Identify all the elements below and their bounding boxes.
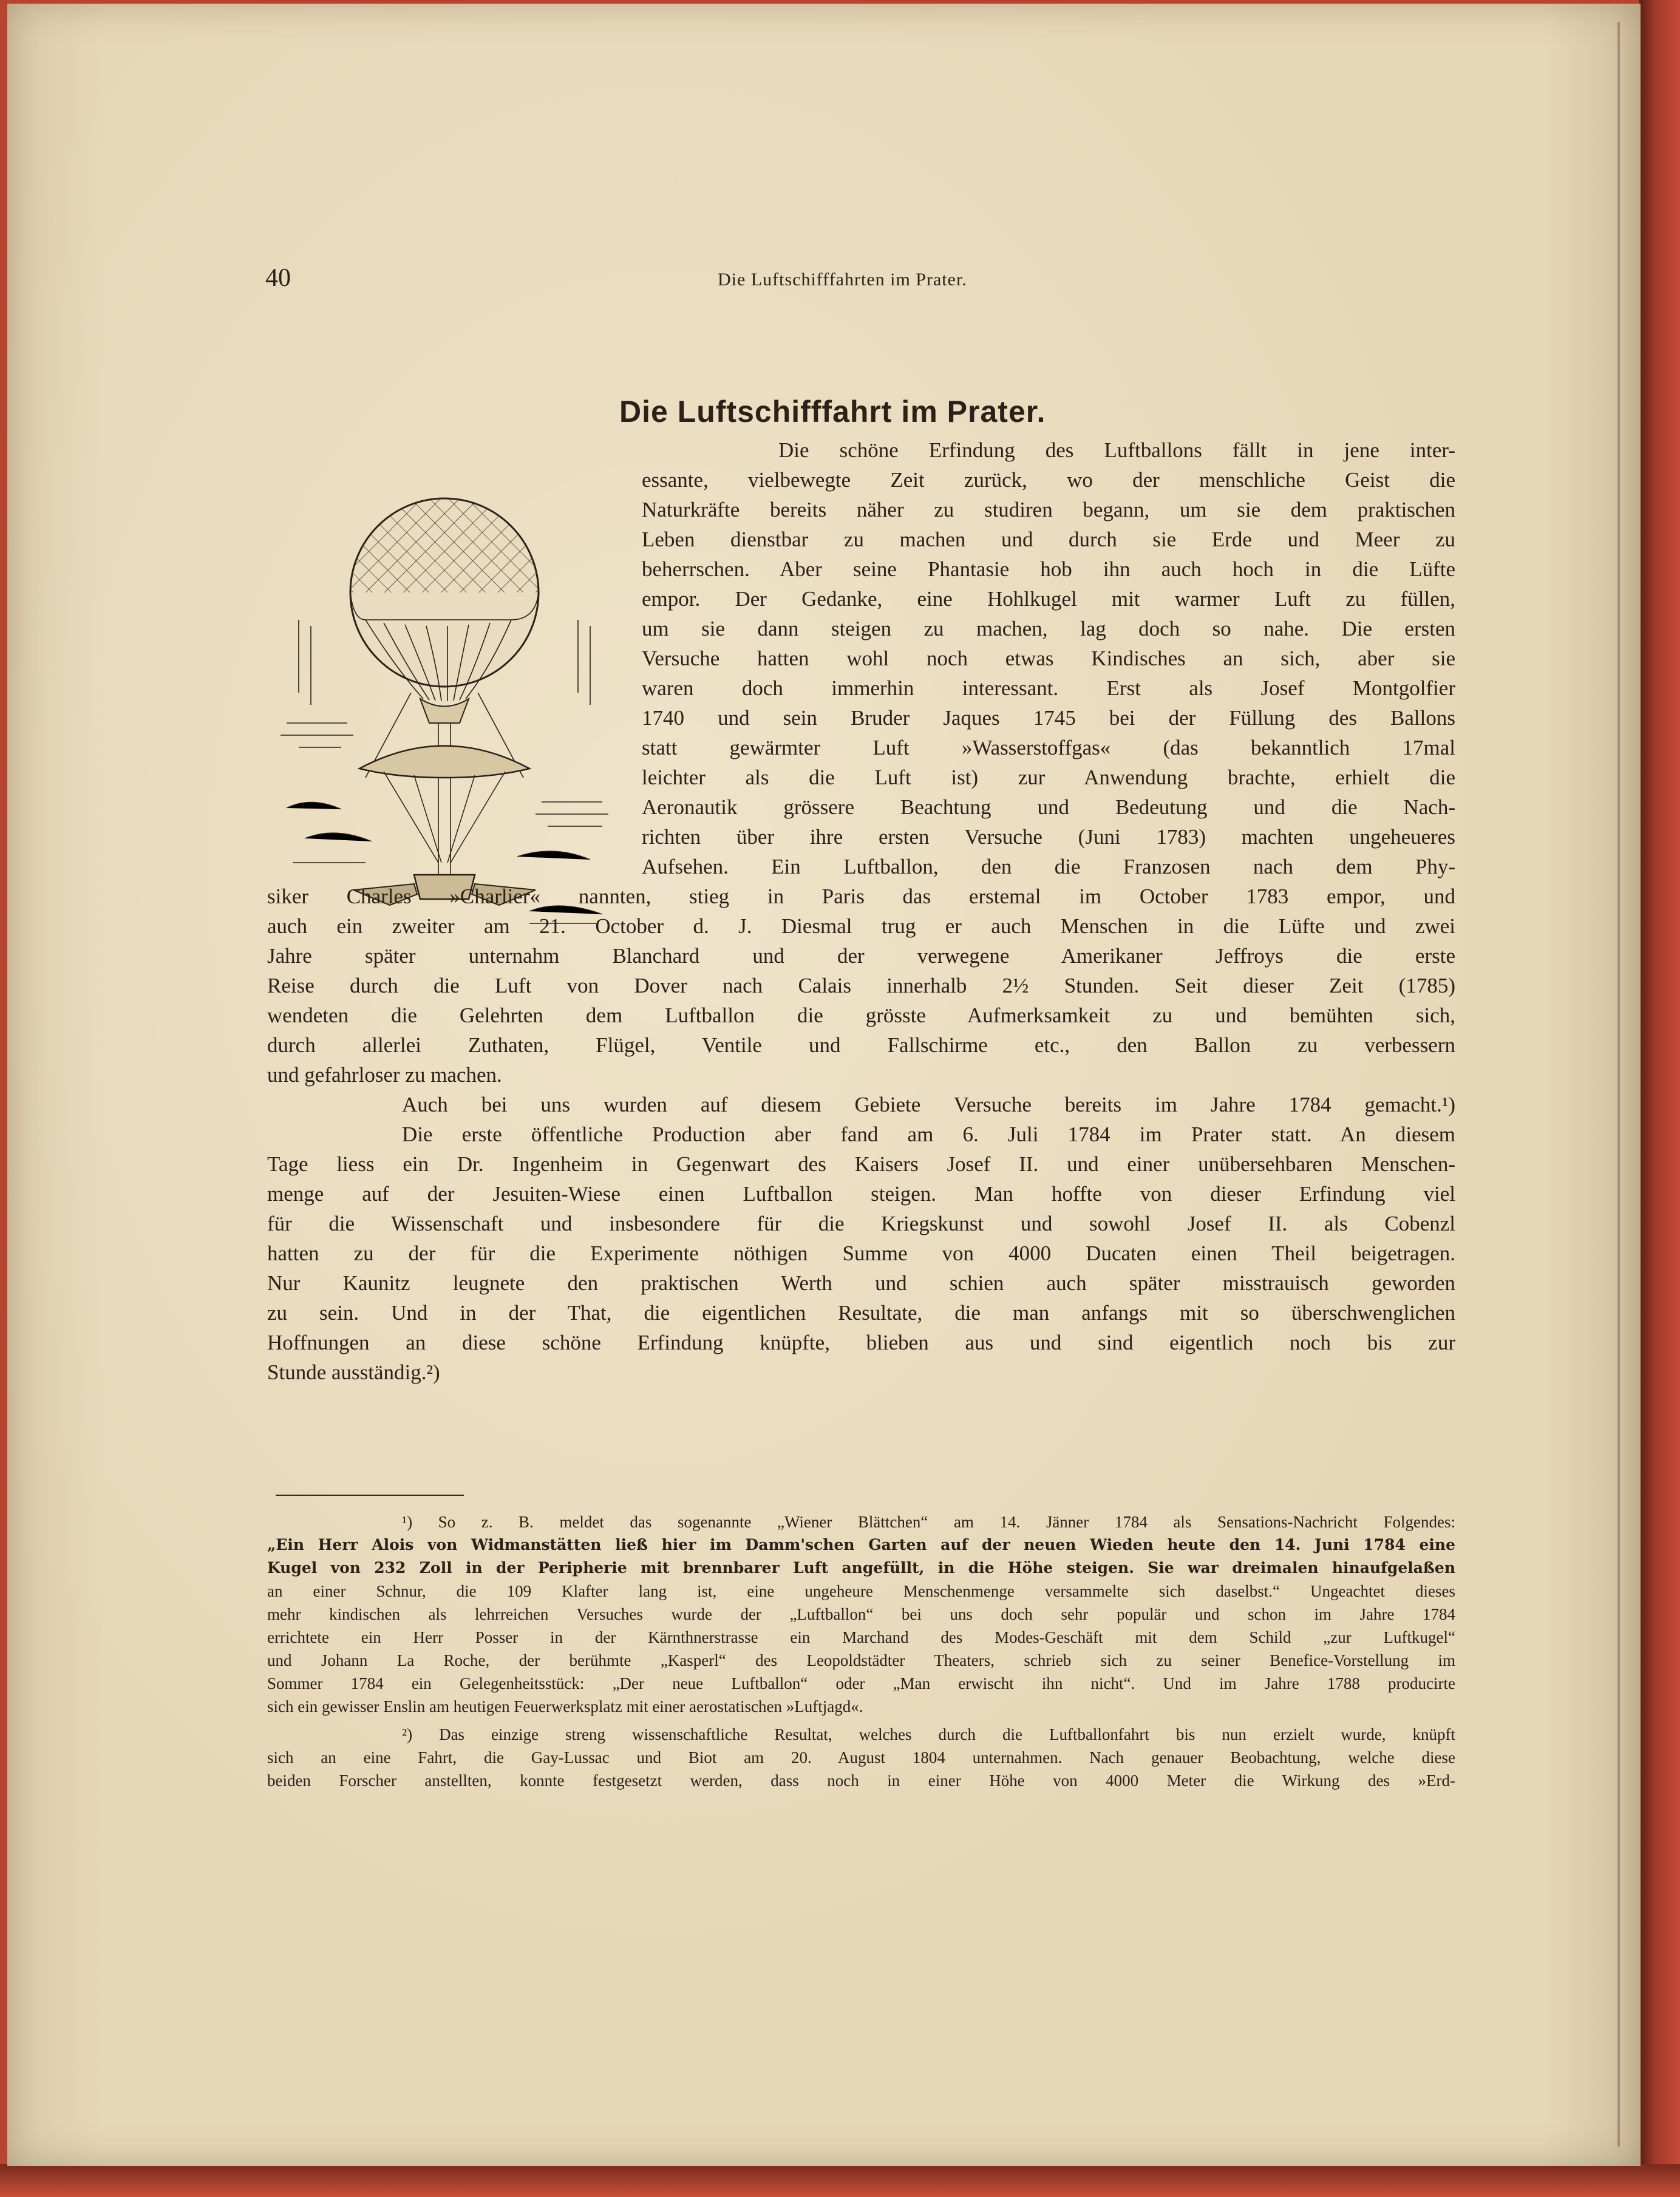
footnote-line: sich an eine Fahrt, die Gay-Lussac und Biot am 20. August 1804 unternahmen. Nach genauer Beobachtung, welche diese xyxy=(267,1748,1455,1767)
text-line: essante, vielbewegte Zeit zurück, wo der menschliche Geist die xyxy=(642,468,1455,492)
footnote-line: Kugel von 232 Zoll in der Peripherie mit brennbarer Luft angefüllt, in die Höhe steigen. Sie war dreimalen hinaufgelaßen xyxy=(267,1559,1455,1577)
text-line: wendeten die Gelehrten dem Luftballon die grösste Aufmerksamkeit zu und bemühten sich, xyxy=(267,1003,1455,1027)
text-line: durch allerlei Zuthaten, Flügel, Ventile und Fallschirme etc., den Ballon zu verbessern xyxy=(267,1033,1455,1057)
text-line: für die Wissenschaft und insbesondere für die Kriegskunst und sowohl Josef II. als Cobenzl xyxy=(267,1212,1455,1235)
footnote-line: sich ein gewisser Enslin am heutigen Feuerwerksplatz mit einer aerostatischen »Luftjagd«. xyxy=(267,1697,863,1716)
footnote-line: beiden Forscher anstellten, konnte festgesetzt werden, dass noch in einer Höhe von 4000 Meter die Wirkung des »Erd- xyxy=(267,1771,1455,1790)
text-line: Leben dienstbar zu machen und durch sie Erde und Meer zu xyxy=(642,528,1455,551)
footnote-separator xyxy=(276,1495,464,1496)
text-line: waren doch immerhin interessant. Erst als Josef Montgolfier xyxy=(642,676,1455,700)
footnote-line: mehr kindischen als lehrreichen Versuches wurde der „Luftballon“ bei uns doch sehr populär und schon im Jahre 1784 xyxy=(267,1605,1455,1623)
text-line: Aufsehen. Ein Luftballon, den die Franzosen nach dem Phy- xyxy=(642,855,1455,878)
footnote-line: an einer Schnur, die 109 Klafter lang ist, eine ungeheure Menschenmenge versammelte sich daselbst.“ Ungeachtet dieses xyxy=(267,1582,1455,1600)
text-line: Reise durch die Luft von Dover nach Calais innerhalb 2½ Stunden. Seit dieser Zeit (1785) xyxy=(267,974,1455,997)
book-binding-right xyxy=(1639,0,1680,2197)
footnote-line: und Johann La Roche, der berühmte „Kasperl“ des Leopoldstädter Theaters, schrieb sich zu seiner Benefice-Vorstellung im xyxy=(267,1651,1455,1669)
running-title: Die Luftschifffahrten im Prater. xyxy=(718,270,967,290)
balloon-illustration xyxy=(274,438,614,936)
text-line: leichter als die Luft ist) zur Anwendung brachte, erhielt die xyxy=(642,766,1455,789)
text-line: Die erste öffentliche Production aber fand am 6. Juli 1784 im Prater statt. An diesem xyxy=(402,1122,1455,1146)
text-line: und gefahrloser zu machen. xyxy=(267,1063,502,1087)
text-line: 1740 und sein Bruder Jaques 1745 bei der Füllung des Ballons xyxy=(642,706,1455,730)
footnote-line: „Ein Herr Alois von Widmanstätten ließ hier im Damm'schen Garten auf der neuen Wieden heute den 14. Juni 1784 eine xyxy=(267,1536,1455,1554)
text-line: Jahre später unternahm Blanchard und der verwegene Amerikaner Jeffroys die erste xyxy=(267,944,1455,968)
text-line: statt gewärmter Luft »Wasserstoffgas« (das bekanntlich 17mal xyxy=(642,736,1455,759)
text-line: Stunde ausständig.²) xyxy=(267,1360,440,1384)
footnote-line: Sommer 1784 ein Gelegenheitsstück: „Der neue Luftballon“ oder „Man erwischt ihn nicht“. Und im Jahre 1788 producirte xyxy=(267,1674,1455,1693)
text-line: Tage liess ein Dr. Ingenheim in Gegenwart des Kaisers Josef II. und einer unübersehbaren Menschen- xyxy=(267,1152,1455,1176)
text-line: empor. Der Gedanke, eine Hohlkugel mit warmer Luft zu füllen, xyxy=(642,587,1455,611)
page-number: 40 xyxy=(265,264,291,292)
footnote-line: ¹) So z. B. meldet das sogenannte „Wiener Blättchen“ am 14. Jänner 1784 als Sensations-Nachricht Folgendes: xyxy=(402,1513,1455,1531)
book-binding-bottom xyxy=(0,2164,1680,2197)
text-line: Versuche hatten wohl noch etwas Kindisches an sich, aber sie xyxy=(642,647,1455,670)
text-line: Hoffnungen an diese schöne Erfindung knüpfte, blieben aus und sind eigentlich noch bis zur xyxy=(267,1331,1455,1354)
text-line: zu sein. Und in der That, die eigentlichen Resultate, die man anfangs mit so überschwenglichen xyxy=(267,1301,1455,1325)
text-line: um sie dann steigen zu machen, lag doch so nahe. Die ersten xyxy=(642,617,1455,640)
text-line: menge auf der Jesuiten-Wiese einen Luftballon steigen. Man hoffte von dieser Erfindung viel xyxy=(267,1182,1455,1206)
text-line: beherrschen. Aber seine Phantasie hob ihn auch hoch in die Lüfte xyxy=(642,557,1455,581)
text-line: Naturkräfte bereits näher zu studiren begann, um sie dem praktischen xyxy=(642,498,1455,521)
text-line: Aeronautik grössere Beachtung und Bedeutung und die Nach- xyxy=(642,795,1455,819)
text-line: hatten zu der für die Experimente nöthigen Summe von 4000 Ducaten einen Theil beigetragen. xyxy=(267,1241,1455,1265)
text-line: Die schöne Erfindung des Luftballons fällt in jene inter- xyxy=(778,438,1455,462)
article-title: Die Luftschifffahrt im Prater. xyxy=(619,395,1046,429)
text-line: auch ein zweiter am 21. October d. J. Diesmal trug er auch Menschen in die Lüfte und zwei xyxy=(267,914,1455,938)
footnote-line: errichtete ein Herr Posser in der Kärnthnerstrasse ein Marchand des Modes-Geschäft mit dem Schild „zur Luftkugel“ xyxy=(267,1628,1455,1646)
text-line: richten über ihre ersten Versuche (Juni 1783) machten ungeheueres xyxy=(642,825,1455,849)
text-line: Auch bei uns wurden auf diesem Gebiete Versuche bereits im Jahre 1784 gemacht.¹) xyxy=(402,1093,1455,1116)
footnote-line: ²) Das einzige streng wissenschaftliche Resultat, welches durch die Luftballonfahrt bis nun erzielt wurde, knüpft xyxy=(402,1725,1455,1744)
text-line: Nur Kaunitz leugnete den praktischen Werth und schien auch später misstrauisch geworden xyxy=(267,1271,1455,1295)
book-page xyxy=(7,4,1641,2166)
text-line: siker Charles »Charlier« nannten, stieg in Paris das erstemal im October 1783 empor, und xyxy=(267,885,1455,908)
page-edge-shadow xyxy=(1617,22,1620,2147)
